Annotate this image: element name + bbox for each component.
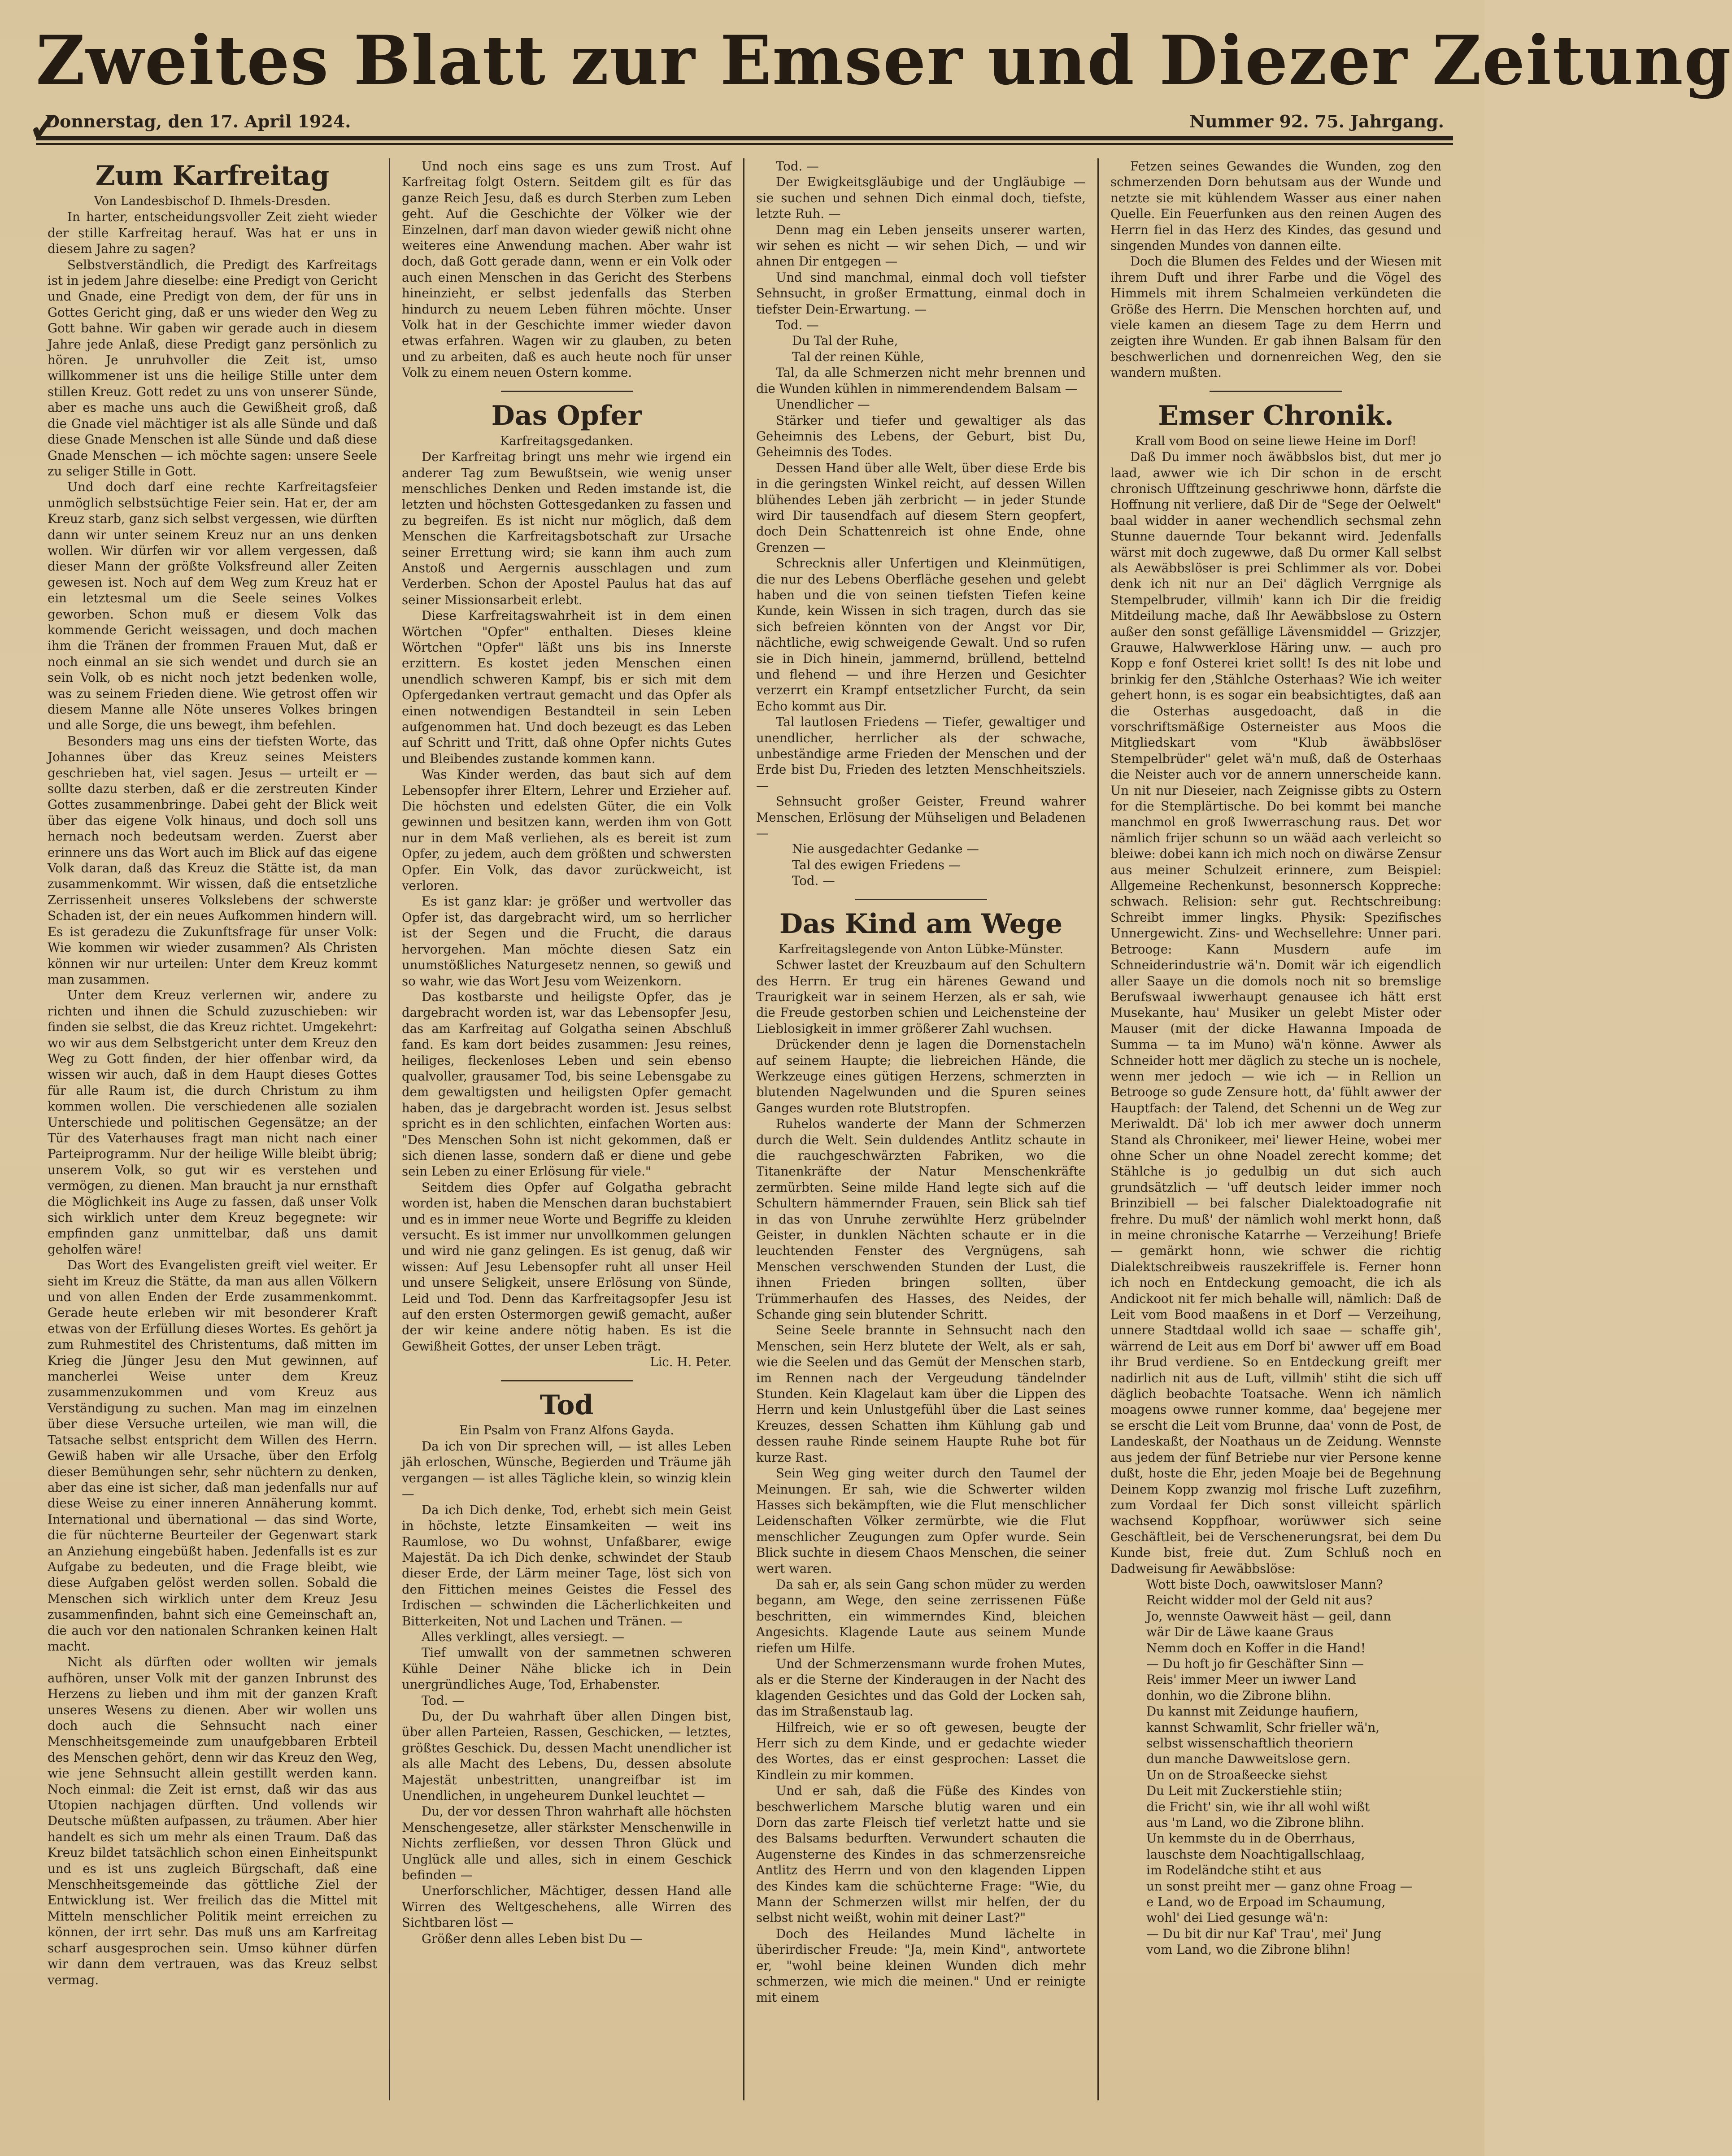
article-subtitle: Krall vom Bood on seine liewe Heine im Dorf! (1135, 434, 1417, 448)
paragraph: Unendlicher — (776, 397, 870, 412)
paragraph: Denn mag ein Leben jenseits unserer warten, wir sehen es nicht — wir sehen Dich, — und wir ahnen Dir entgegen — (756, 222, 1086, 269)
paragraph: Stärker und tiefer und gewaltiger als das Geheimnis des Lebens, der Geburt, bist Du, Geheimnis des Todes. (756, 413, 1086, 460)
paragraph: Das Wort des Evangelisten greift viel weiter. Er sieht im Kreuz die Stätte, da man aus allen Völkern und von allen Enden der Erde zusammenkommt. Gerade heute erleben wir mit besonderer Kraft etwas von der Erfüllung dieses Wortes. Es gehört ja zum Ruhmestitel des Christentums, daß mitten im Krieg die Jünger Jesu den Mut gewinnen, auf mancherlei Weise unter dem Kreuz zusammenzukommen und vom Kreuz aus Verständigung zu suchen. Man mag im einzelnen über diese Versuche urteilen, wie man will, die Tatsache selbst entspricht dem Willen des Herrn. Gewiß haben wir alle Ursache, über den Erfolg dieser Bemühungen sehr, sehr nüchtern zu denken, aber das eine ist sicher, daß man jedenfalls nur auf diese Weise zu einer inneren Annäherung kommt. International und übernational — das sind Worte, die für nüchterne Beurteiler der Gegenwart stark an Anziehung eingebüßt haben. Jedenfalls ist es zur Aufgabe zu bedeuten, und die Frage bleibt, wie diese Aufgaben gelöst werden sollen. Sobald die Menschen sich wirklich unter dem Kreuz Jesu zusammenfinden, bahnt sich eine Gemeinschaft an, die auch vor den nationalen Schranken keinen Halt macht. (48, 1258, 377, 1654)
verse-line: Nie ausgedachter Gedanke — (792, 841, 979, 857)
verse-line: Reis' immer Meer un iwwer Land (1146, 1672, 1356, 1687)
article-divider (501, 391, 633, 392)
issue-date: Donnerstag, den 17. April 1924. (45, 111, 351, 131)
verse-line: selbst wissenschaftlich theoriern (1146, 1736, 1353, 1751)
paragraph: Sehnsucht großer Geister, Freund wahrer Menschen, Erlösung der Mühseligen und Beladenen — (756, 794, 1086, 841)
paragraph: Alles verklingt, alles versiegt. — (422, 1629, 625, 1644)
verse-line: die Fricht' sin, wie ihr all wohl wißt (1146, 1799, 1370, 1814)
paragraph: Und sind manchmal, einmal doch voll tiefster Sehnsucht, in großer Ermattung, einmal doch in tiefster Dein-Erwartung. — (756, 270, 1086, 317)
paragraph: Da sah er, als sein Gang schon müder zu werden begann, am Wege, den seine zerrissenen Füße beschritten, ein wimmerndes Kind, bleichen Angesichts. Klagende Laute aus seinem Munde riefen um Hilfe. (756, 1577, 1086, 1655)
paragraph: Selbstverständlich, die Predigt des Karfreitags ist in jedem Jahre dieselbe: eine Predigt von Gericht und Gnade, eine Predigt von dem, der für uns in Gottes Gericht ging, daß er uns wieder den Weg zu Gott bahne. Wir gaben wir gerade auch in diesem Jahre jede Anlaß, diese Predigt ganz persönlich zu hören. Je unruhvoller die Zeit ist, umso willkommener ist uns die heilige Stille unter dem stillen Kreuz. Gott redet zu uns von unserer Sünde, aber es mache uns auch die Gewißheit groß, daß die Gnade viel mächtiger ist als alle Sünde und daß diese Gnade Menschen ist alle Sünde und daß diese Gnade Menschen — ich möchte sagen: unsere Seele zu seliger Stille in Gott. (48, 257, 377, 479)
paragraph: Tal, da alle Schmerzen nicht mehr brennen und die Wunden kühlen in nimmerendendem Balsam — (756, 365, 1086, 396)
verse-line: — Du hoft jo fir Geschäfter Sinn — (1146, 1656, 1364, 1671)
paragraph: Das kostbarste und heiligste Opfer, das je dargebracht worden ist, war das Lebensopfer Jesu, das am Karfreitag auf Golgatha seinen Abschluß fand. Es kam dort beides zusammen: Jesu reines, heiliges, fleckenloses Leben und sein ebenso qualvoller, grausamer Tod, bis seine Lebensgabe zu dem gewaltigsten und heiligsten Opfer gemacht haben, das je dargebracht worden ist. Jesus selbst spricht es in den schlichten, einfachen Worten aus: "Des Menschen Sohn ist nicht gekommen, daß er sich dienen lasse, sondern daß er diene und gebe sein Leben zu einer Erlösung für viele." (402, 989, 731, 1179)
paragraph: Der Ewigkeitsgläubige und der Ungläubige — sie suchen und sehnen Dich einmal doch, tiefste, letzte Ruh. — (756, 174, 1086, 222)
article-subtitle: Karfreitagslegende von Anton Lübke-Münster. (778, 942, 1064, 956)
column-2 (390, 158, 744, 2100)
paragraph: Da ich Dich denke, Tod, erhebt sich mein Geist in höchste, letzte Einsamkeiten — weit ins Raumlose, wo Du wohnst, Unfaßbarer, ewige Majestät. Da ich Dich denke, schwindet der Staub dieser Erde, der Lärm meiner Tage, löst sich von den Fittichen meines Geistes die Fessel des Irdischen — schwinden die Lächerlichkeiten und Bitterkeiten, Not und Lachen und Tränen. — (402, 1502, 731, 1629)
paragraph: Tod. — (422, 1693, 465, 1708)
paragraph: Fetzen seines Gewandes die Wunden, zog den schmerzenden Dorn behutsam aus der Wunde und netzte sie mit kühlendem Wasser aus einer nahen Quelle. Ein Feuerfunken aus den reinen Augen des Herrn fiel in das Herz des Kindes, das gesund und singenden Mundes von dannen eilte. (1110, 159, 1441, 253)
article-divider (501, 1380, 633, 1381)
article-subtitle: Karfreitagsgedanken. (500, 434, 634, 448)
verse-line: donhin, wo die Zibrone blihn. (1146, 1688, 1332, 1703)
paragraph: Du, der Du wahrhaft über allen Dingen bist, über allen Parteien, Rassen, Geschicken, — letztes, größtes Geschick. Du, dessen Macht unendlicher ist als alle Macht des Lebens, Du, dessen absolute Majestät unbestritten, unangreifbar ist im Unendlichen, in ungeheurem Dunkel leuchtet — (402, 1708, 731, 1803)
paragraph: Du, der vor dessen Thron wahrhaft alle höchsten Menschengesetze, aller stärkster Menschenwille in Nichts zerfließen, vor dessen Thron Glück und Unglück alle und alles, sich in einem Geschick befinden — (402, 1804, 731, 1883)
paragraph: Tod. — (776, 318, 819, 333)
paragraph: Da ich von Dir sprechen will, — ist alles Leben jäh erloschen, Wünsche, Begierden und Träume jäh vergangen — ist alles Tägliche klein, so winzig klein — (402, 1439, 731, 1502)
verse-line: Du kannst mit Zeidunge haufiern, (1146, 1704, 1359, 1719)
verse-line: Tal der reinen Kühle, (792, 349, 924, 364)
verse-line: Wott biste Doch, oawwitsloser Mann? (1146, 1577, 1383, 1592)
paragraph: Und noch eins sage es uns zum Trost. Auf Karfreitag folgt Ostern. Seitdem gilt es für das ganze Reich Jesu, daß es durch Sterben zum Leben geht. Auf die Geschichte der Völker wie der Einzelnen, darf man davon wieder gewiß nicht ohne weiteres eine Anwendung machen. Aber wahr ist doch, daß Gott gerade dann, wenn er ein Volk oder auch einen Menschen in das Gericht des Sterbens hineinzieht, er selbst jedenfalls das Sterben hindurch zu neuem Leben führen möchte. Unser Volk hat in der Geschichte immer wieder davon etwas erfahren. Wagen wir zu glauben, zu beten und zu arbeiten, daß es auch heute noch für unser Volk zu einem neuen Ostern komme. (402, 159, 731, 380)
paragraph: Und der Schmerzensmann wurde frohen Mutes, als er die Sterne der Kinderaugen in der Nacht des klagenden Gesichtes und das Gold der Locken sah, das im Straßenstaub lag. (756, 1656, 1086, 1719)
paragraph: Daß Du immer noch äwäbbslos bist, dut mer jo laad, awwer wie ich Dir schon in de erscht chronisch Ufftzeinung geschriwwe honn, därfste die Hoffnung nit verliere, daß Dir de "Sege der Oelwelt" baal widder in aaner wechendlich sechsmal zehn Stunne dauernde Tour bekannt wird. Jedenfalls wärst mit doch zugewwe, daß Du ormer Kall selbst als Aewäbbslöser is prei Schlimmer als vor. Dobei denk ich nit nur an Dei' däglich Verrgnige als Stempelbruder, villmih' kann ich Dir die freidig Mitdeilung mache, daß Ihr Aewäbbslose zu Ostern außer den sonst gefällige Lävensmiddel — Grizzjer, Grauwe, Halwwerklose Häring unw. — auch pro Kopp e fonf Osterei kriet sollt! Is des nit lobe und brinkig fer den ,Stählche Osterhaas? Wie ich weiter gehert honn, is es sogar ein beabsichtigtes, daß aan die Osterhas ausgedoacht, daß in die vorschriftsmäßige Osterneister aus Moos die Mitgliedskart vom "Klub äwäbbslöser Stempelbrüder" gelet wä'n muß, daß de Osterhaas die Neister auch vor de annern unnerscheide kann. Un nit nur Dieseier, nach Zeignisse gibts zu Ostern for die Stemplärtische. Do bei kommt bei manche manchmol en groß Iwwerraschung raus. Det wor nämlich frijer schunn so un wääd aach verleicht so bleiwe: dobei kann ich mich noch on diwärse Zensur aus meiner Schulzeit erinnere, zum Beispiel: Allgemeine Rechenkunst, besonnersch Koppreche: schwach. Relision: sehr gut. Rechtschreibung: Schreibt immer lingks. Physik: Spezifisches Unnergewicht. Zins- und Wechsellehre: Unner pari. Betrooge: Kann Musdern aufe im Schneiderindustrie wä'n. Domit wär ich eigendlich aller Saaye un die domols noch nit so bremslige Berufswaal iwwerhaupt genausee ich hätt erst Musekante, hau' Musiker un gelebt Mister oder Mauser (mit der dicke Hawanna Impoada de Summa — ta im Muno) wä'n könne. Awwer als Schneider hott mer däglich zu steche un is nochele, wenn mer jedoch — wie ich — in Rellion un Betrooge so gude Zensure hott, da' fühlt awwer der Hauptfach: der Talend, det Schenni un de Weg zur Meriwaldt. Dä' lob ich mer awwer doch unnerm Stand als Chronikeer, mei' liewer Heine, wobei mer ohne Scher un ohne Noadel zerecht komme; det Stählche is jo gedulbig un dut sich auch grundsätzlich — 'uff deutsch leider immer noch Brinzibiell — bei falscher Dialektoadografie nit frehre. Du muß' der nämlich wohl merkt honn, daß in meine chronische Katarrhe — Verzeihung! Briefe — gemärkt honn, wie schwer die richtig Dialektschreibweis rauszekriffele is. Ferner honn ich noch en Entdeckung gemoacht, die ich als Andickoot nit fer mich behalle will, nämlich: Daß de Leit vom Bood maaßens in et Dorf — Verzeihung, unnere Stadtdaal wolld ich saae — schaffe gih', wärrend de Leit aus em Dorf bi' awwer uff em Boad ihr Brud verdiene. So en Entdeckung greift mer nadirlich nit aus de Luft, villmih' stiht die sich uff däglich beobachte Toatsache. Wenn ich nämlich moagens owwe runner komme, daa' begejene mer se erscht die Leit vom Brunne, daa' vonn de Post, de Landeskaßt, der Noathaus un de Zeidung. Wennste aus jedem der fünf Betriebe nur vier Persone kenne dußt, hoste die Ehr, jeden Moaje bei de Begehnung Deinem Kopp zwanzig mol frische Luft zuzefihrn, zum Vordaal fer Dich sonst villeicht spärlich wachsend Koppfhoar, worüwwer sich seine Geschäftleit, bei de Verschenerungsrat, bei dem Du Kunde bist, freie dut. Zum Schluß noch en Dadweisung fir Aewäbbslöse: (1110, 449, 1441, 1576)
article-signature: Lic. H. Peter. (650, 1355, 731, 1370)
verse-line: wohl' dei Lied gesunge wä'n: (1146, 1910, 1328, 1925)
paragraph: Der Karfreitag bringt uns mehr wie irgend ein anderer Tag zum Bewußtsein, wie wenig unser menschliches Denken und Reden imstande ist, die letzten und höchsten Gottesgedanken zu fassen und zu begreifen. Es ist nicht nur möglich, daß dem Menschen die Karfreitagsbotschaft zur Ursache seiner Errettung wird; sie kann ihm auch zum Anstoß und Aergernis ausschlagen und zum Verderben. Schon der Apostel Paulus hat das auf seiner Missionsarbeit erlebt. (402, 449, 731, 607)
paragraph: Tief umwallt von der sammetnen schweren Kühle Deiner Nähe blicke ich in Dein unergründliches Auge, Tod, Erhabenster. (402, 1645, 731, 1692)
paragraph: Es ist ganz klar: je größer und wertvoller das Opfer ist, das dargebracht wird, um so herrlicher ist der Segen und die Frucht, die daraus hervorgehen. Man möchte diesen Satz ein unumstößliches Naturgesetz nennen, so gewiß und so wahr, wie das Wort Jesu vom Weizenkorn. (402, 894, 731, 989)
paragraph: Sein Weg ging weiter durch den Taumel der Meinungen. Er sah, wie die Schwerter wilden Hasses sich bekämpften, wie die Flut menschlicher Leidenschaften Völker zermürbte, wie die Flut menschlicher Zeugungen zum Opfer wurde. Sein Blick suchte in diesem Chaos Menschen, die seiner wert waren. (756, 1466, 1086, 1576)
verse-line: Tal des ewigen Friedens — (792, 857, 961, 872)
paragraph: Besonders mag uns eins der tiefsten Worte, das Johannes über das Kreuz seines Meisters geschrieben hat, viel sagen. Jesus — urteilt er — sollte dazu sterben, daß er die zerstreuten Kinder Gottes zusammenbringe. Dabei geht der Blick weit über das eigene Volk hinaus, und doch soll uns hernach noch bedeutsam werden. Zuerst aber erinnere uns das Wort auch im Blick auf das eigene Volk daran, daß das Kreuz die Stätte ist, da man zusammenkommt. Wir wissen, daß die entsetzliche Zerrissenheit unseres Volkslebens der schwerste Schaden ist, der ein neues Aufkommen hindern will. Es ist geradezu die Zukunftsfrage für unser Volk: Wie kommen wir wieder zusammen? Als Christen können wir nur urteilen: Unter dem Kreuz kommt man zusammen. (48, 733, 377, 987)
verse-line: Tod. — (792, 873, 835, 889)
article-heading: Tod (540, 1389, 594, 1421)
article-heading: Emser Chronik. (1158, 400, 1394, 431)
article-heading: Das Kind am Wege (779, 908, 1063, 940)
paragraph: Hilfreich, wie er so oft gewesen, beugte der Herr sich zu dem Kinde, und er gedachte wieder des Wortes, das er einst gesprochen: Lasset die Kindlein zu mir kommen. (756, 1720, 1086, 1782)
verse-line: Jo, wennste Oawweit häst — geil, dann (1146, 1608, 1391, 1624)
article-byline: Von Landesbischof D. Ihmels-Dresden. (94, 194, 331, 208)
article-heading: Das Opfer (491, 400, 642, 431)
verse-line: vom Land, wo die Zibrone blihn! (1146, 1942, 1351, 1957)
paragraph: Und er sah, daß die Füße des Kindes von beschwerlichem Marsche blutig waren und ein Dorn das zarte Fleisch tief verletzt hatte und sie des Balsams bedurften. Verwundert schauten die Augensterne des Kindes in das schmerzensreiche Antlitz des Herrn und von den klagenden Lippen des Kindes kam die schüchterne Frage: "Wie, du Mann der Schmerzen willst mir helfen, der du selbst nicht weißt, wohin mit deiner Last?" (756, 1783, 1086, 1925)
column-1 (36, 158, 390, 2100)
verse-line: Reicht widder mol der Geld nit aus? (1146, 1593, 1373, 1608)
paragraph: Tal lautlosen Friedens — Tiefer, gewaltiger und unendlicher, herrlicher als der schwache, unbeständige arme Frieden der Menschen und der Erde bist Du, Frieden des letzten Menschheitsziels. — (756, 714, 1086, 793)
verse-line: un sonst preiht mer — ganz ohne Froag — (1146, 1878, 1413, 1894)
column-4 (1099, 158, 1453, 2100)
verse-line: kannst Schwamlit, Schr frieller wä'n, (1146, 1720, 1380, 1735)
verse-line: lauschste dem Noachtigallschlaag, (1146, 1847, 1365, 1862)
paragraph: Schrecknis aller Unfertigen und Kleinmütigen, die nur des Lebens Oberfläche gesehen und gelebt haben und die von seinen tiefsten Tiefen keine Kunde, kein Wissen in sich tragen, durch das sie sich befreien könnten von der Angst vor Dir, nächtliche, ewig schweigende Gewalt. Und so rufen sie in Dich hinein, jammernd, brüllend, bettelnd und flehend — und ihre Herzen und Gesichter verzerrt ein Krampf entsetzlicher Furcht, da sein Echo kommt aus Dir. (756, 556, 1086, 714)
verse-line: Du Leit mit Zuckerstiehle stiin; (1146, 1783, 1343, 1799)
masthead-rule-thin (36, 143, 1453, 145)
article-subtitle: Ein Psalm von Franz Alfons Gayda. (459, 1423, 675, 1437)
masthead-title: Zweites Blatt zur Emser und Diezer Zeitung (36, 21, 1732, 100)
paragraph: Tod. — (776, 159, 819, 174)
verse-line: e Land, wo de Erpoad im Schaumung, (1146, 1895, 1386, 1910)
verse-line: aus 'm Land, wo die Zibrone blihn. (1146, 1815, 1364, 1830)
article-heading: Zum Karfreitag (95, 160, 330, 192)
paragraph: Was Kinder werden, das baut sich auf dem Lebensopfer ihrer Eltern, Lehrer und Erzieher auf. Die höchsten und edelsten Güter, die ein Volk gewinnen und besitzen kann, werden ihm von Gott nur in dem Maß verliehen, als es bereit ist zum Opfer, zu jedem, auch dem größten und schwersten Opfer. Ein Volk, das davor zurückweicht, ist verloren. (402, 767, 731, 893)
verse-line: dun manche Dawweitslose gern. (1146, 1751, 1351, 1767)
paragraph: In harter, entscheidungsvoller Zeit zieht wieder der stille Karfreitag herauf. Was hat er uns in diesem Jahre zu sagen? (48, 209, 377, 257)
paragraph: Größer denn alles Leben bist Du — (422, 1931, 643, 1946)
article-divider (1210, 391, 1342, 392)
verse-line: Un on de Stroaßeecke siehst (1146, 1767, 1327, 1782)
verse-line: — Du bit dir nur Kaf' Trau', mei' Jung (1146, 1926, 1381, 1941)
verse-line: Nemm doch en Koffer in die Hand! (1146, 1640, 1366, 1655)
paragraph: Nicht als dürften oder wollten wir jemals aufhören, unser Volk mit der ganzen Inbrunst des Herzens zu lieben und ihm mit der ganzen Kraft unseres Wesens zu dienen. Aber wir wollen uns doch auch die Sehnsucht nach einer Menschheitsgemeinde zum unaufgebbaren Erbteil des Menschen gehört, denn wir das Kreuz den Weg, wie jene Sehnsucht allein gestillt werden kann. Noch einmal: die Zeit ist ernst, daß wir das aus Utopien nachjagen dürften. Und vollends wir Deutsche müßten aufpassen, zu träumen. Aber hier handelt es sich um mehr als einen Traum. Daß das Kreuz bildet tatsächlich schon einen Einheitspunkt und es ist uns zugleich Bürgschaft, daß eine Menschheitsgemeinde das göttliche Ziel der Entwicklung ist. Wer freilich das die Mittel mit Mitteln menschlicher Politik meint erreichen zu können, der irrt sehr. Das muß uns am Karfreitag scharf ausgesprochen sein. Umso kühner dürfen wir dann dem vertrauen, was das Kreuz selbst vermag. (48, 1655, 377, 1987)
paragraph: Diese Karfreitagswahrheit ist in dem einen Wörtchen "Opfer" enthalten. Dieses kleine Wörtchen "Opfer" läßt uns bis ins Innerste erzittern. Es kostet jeden Menschen einen unendlich schweren Kampf, bis er sich mit dem Opfergedanken vertraut gemacht und das Opfer als einen notwendigen Bestandteil in sein Leben aufgenommen hat. Und doch bezeugt es das Leben auf Schritt und Tritt, daß ohne Opfer nichts Gutes und Bleibendes zustande kommen kann. (402, 608, 731, 766)
column-3 (744, 158, 1099, 2100)
paragraph: Doch die Blumen des Feldes und der Wiesen mit ihrem Duft und ihrer Farbe und die Vögel des Himmels mit ihrem Schalmeien verkündeten die Größe des Herrn. Die Menschen horchten auf, und viele kamen an diesem Tage zu dem Herrn und zeigten ihre Wunden. Er gab ihnen Balsam für den beschwerlichen und dornenreichen Weg, den sie wandern mußten. (1110, 254, 1441, 380)
paragraph: Doch des Heilandes Mund lächelte in überirdischer Freude: "Ja, mein Kind", antwortete er, "wohl beine kleinen Wunden dich mehr schmerzen, wie mich die meinen." Und er reinigte mit einem (756, 1926, 1086, 2005)
paragraph: Unerforschlicher, Mächtiger, dessen Hand alle Wirren des Weltgeschehens, alle Wirren des Sichtbaren löst — (402, 1883, 731, 1930)
masthead-rule (36, 136, 1453, 140)
paragraph: Schwer lastet der Kreuzbaum auf den Schultern des Herrn. Er trug ein härenes Gewand und Traurigkeit war in seinem Herzen, als er sah, wie die Freude gestorben schien und Leichensteine der Lieblosigkeit in immer größerer Zahl wuchsen. (756, 958, 1086, 1036)
paragraph: Ruhelos wanderte der Mann der Schmerzen durch die Welt. Sein duldendes Antlitz schaute in die rauchgeschwärzten Fabriken, wo die Titanenkräfte der Natur Menschenkräfte zermürbten. Seine milde Hand legte sich auf die Schultern hämmernder Frauen, sein Blick sah tief in das von Unruhe zerwühlte Herz grübelnder Geister, in dunklen Nächten schaute er in die leuchtenden Fenster des Vergnügens, sah Menschen verschwenden Stunden der Lust, die ihnen Frieden bringen sollten, über Trümmerhaufen des Hasses, des Neides, der Schande ging sein blutender Schritt. (756, 1116, 1086, 1322)
article-divider (855, 899, 987, 900)
paragraph: Seine Seele brannte in Sehnsucht nach den Menschen, sein Herz blutete der Welt, als er sah, wie die Seelen und das Gemüt der Menschen starb, im Rennen nach der Vergeudung tändelnder Stunden. Kein Klagelaut kam über die Lippen des Herrn und kein Unlustgefühl über die Last seines Kreuzes, dessen Schatten ihm Kühlung gab und dessen rauhe Rinde seinem Haupte Ruhe bot für kurze Rast. (756, 1323, 1086, 1465)
article-columns (36, 158, 1453, 2100)
paragraph: Unter dem Kreuz verlernen wir, andere zu richten und ihnen die Schuld zuzuschieben: wir finden sie selbst, die das Kreuz richtet. Umgekehrt: wo wir aus dem Selbstgericht unter dem Kreuz den Weg zu Gott finden, der hier offenbar wird, da wissen wir auch, daß in dem Haupt dieses Gottes für alle Raum ist, die durch Christum zu ihm kommen wollen. Die verschiedenen alle sozialen Unterschiede und politischen Gegensätze; an der Tür des Vaterhauses fragt man nicht nach einer Parteiprogramm. Nur der heilige Wille bleibt übrig; unserem Volk, so gut wir es verstehen und vermögen, zu dienen. Man braucht ja nur ernsthaft die Möglichkeit ins Auge zu fassen, daß unser Volk sich wirklich unter dem Kreuz begegnete: wir empfinden ganz unmittelbar, daß uns damit geholfen wäre! (48, 988, 377, 1257)
verse-line: im Rodeländche stiht et aus (1146, 1863, 1322, 1878)
paragraph: Und doch darf eine rechte Karfreitagsfeier unmöglich selbstsüchtige Feier sein. Hat er, der am Kreuz starb, ganz sich selbst vergessen, wie dürften dann wir unter seinem Kreuz nur an uns denken wollen. Wir dürfen wir vor allem vergessen, daß dieser Mann der größte Volksfreund aller Zeiten gewesen ist. Noch auf dem Weg zum Kreuz hat er ein letztesmal um die Seele seines Volkes geworben. Schon muß er diesem Volk das kommende Gericht weissagen, und doch machen ihm die Tränen der frommen Frauen Mut, daß er noch einmal an sie sich wendet und durch sie an sein Volk, ob es nicht noch jetzt bedenken wolle, was zu seinem Frieden diene. Wie getrost offen wir diesem Manne alle Nöte unseres Volkes bringen und alle Sorge, die uns bewegt, ihm befehlen. (48, 479, 377, 733)
dateline (36, 111, 1453, 136)
issue-number: Nummer 92. 75. Jahrgang. (1189, 111, 1444, 131)
paragraph: Dessen Hand über alle Welt, über diese Erde bis in die geringsten Winkel reicht, auf dessen Willen blühendes Leben jäh zerbricht — in jeder Stunde wird Dir tausendfach auf diesem Stern geopfert, doch Dein Schattenreich ist ohne Ende, ohne Grenzen — (756, 460, 1086, 555)
paragraph: Seitdem dies Opfer auf Golgatha gebracht worden ist, haben die Menschen daran buchstabiert und es in immer neue Worte und Begriffe zu kleiden versucht. Es ist immer nur unvollkommen gelungen und wird nie ganz gelingen. Es ist genug, daß wir wissen: Auf Jesu Lebensopfer ruht all unser Heil und unsere Seligkeit, unsere Erlösung von Sünde, Leid und Tod. Denn das Karfreitagsopfer Jesu ist auf den ersten Ostermorgen gewiß gemacht, außer der wir keine andere nötig haben. Es ist die Gewißheit Gottes, der unser Leben trägt. (402, 1180, 731, 1354)
verse-line: wär Dir de Läwe kaane Graus (1146, 1625, 1334, 1640)
verse-line: Un kemmste du in de Oberrhaus, (1146, 1831, 1355, 1846)
checkmark-mark: ✓ (28, 103, 62, 151)
verse-line: Du Tal der Ruhe, (792, 333, 898, 348)
paragraph: Drückender denn je lagen die Dornenstacheln auf seinem Haupte; die liebreichen Hände, die Werkzeuge eines gütigen Herzens, schmerzten in blutenden Nagelwunden und die Spuren seines Ganges wurden rote Blutstropfen. (756, 1037, 1086, 1115)
